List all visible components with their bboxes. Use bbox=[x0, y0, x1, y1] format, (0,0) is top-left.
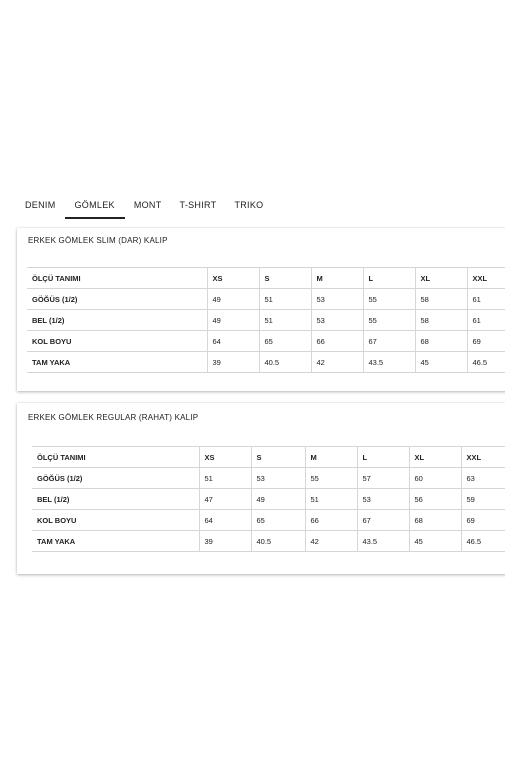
table-cell: 60 bbox=[409, 468, 461, 489]
table-cell: 67 bbox=[357, 510, 409, 531]
table-row bbox=[27, 310, 505, 331]
row-label: BEL (1/2) bbox=[27, 310, 207, 331]
column-header: XXL bbox=[467, 268, 505, 289]
table-cell: 69 bbox=[467, 331, 505, 352]
row-label: BEL (1/2) bbox=[32, 489, 199, 510]
table-cell: 53 bbox=[311, 310, 363, 331]
column-header: L bbox=[363, 268, 415, 289]
size-chart-tabs bbox=[16, 195, 272, 217]
table-cell: 53 bbox=[357, 489, 409, 510]
table-row bbox=[32, 531, 505, 552]
tab-gomlek[interactable]: GÖMLEK bbox=[65, 195, 125, 219]
tab-triko[interactable]: TRIKO bbox=[234, 200, 264, 210]
table-cell: 49 bbox=[251, 489, 305, 510]
table-cell: 51 bbox=[199, 468, 251, 489]
table-cell: 40.5 bbox=[259, 352, 311, 373]
row-label: GÖĞÜS (1/2) bbox=[27, 289, 207, 310]
row-label: TAM YAKA bbox=[27, 352, 207, 373]
table-cell: 51 bbox=[259, 289, 311, 310]
column-header: L bbox=[357, 447, 409, 468]
row-label: TAM YAKA bbox=[32, 531, 199, 552]
table-cell: 45 bbox=[415, 352, 467, 373]
table-cell: 55 bbox=[363, 310, 415, 331]
column-header: M bbox=[311, 268, 363, 289]
table-cell: 61 bbox=[467, 289, 505, 310]
table-cell: 43.5 bbox=[363, 352, 415, 373]
table-cell: 68 bbox=[409, 510, 461, 531]
table-cell: 47 bbox=[199, 489, 251, 510]
table-cell: 39 bbox=[207, 352, 259, 373]
table-cell: 57 bbox=[357, 468, 409, 489]
table-cell: 43.5 bbox=[357, 531, 409, 552]
column-header: XXL bbox=[461, 447, 505, 468]
table-cell: 49 bbox=[207, 310, 259, 331]
table-cell: 67 bbox=[363, 331, 415, 352]
table-cell: 66 bbox=[305, 510, 357, 531]
table-cell: 65 bbox=[259, 331, 311, 352]
table-cell: 58 bbox=[415, 310, 467, 331]
row-label: KOL BOYU bbox=[32, 510, 199, 531]
table-row bbox=[32, 489, 505, 510]
table-cell: 69 bbox=[461, 510, 505, 531]
column-header: XS bbox=[199, 447, 251, 468]
table-cell: 63 bbox=[461, 468, 505, 489]
table-cell: 64 bbox=[199, 510, 251, 531]
slim-fit-title: ERKEK GÖMLEK SLIM (DAR) KALIP bbox=[28, 236, 168, 245]
table-row bbox=[27, 331, 505, 352]
table-cell: 45 bbox=[409, 531, 461, 552]
slim-fit-size-card bbox=[17, 228, 505, 391]
table-cell: 56 bbox=[409, 489, 461, 510]
row-label: KOL BOYU bbox=[27, 331, 207, 352]
column-header: ÖLÇÜ TANIMI bbox=[27, 268, 207, 289]
table-cell: 53 bbox=[311, 289, 363, 310]
table-row bbox=[32, 510, 505, 531]
table-row bbox=[27, 352, 505, 373]
row-label: GÖĞÜS (1/2) bbox=[32, 468, 199, 489]
table-cell: 42 bbox=[311, 352, 363, 373]
table-cell: 39 bbox=[199, 531, 251, 552]
table-cell: 61 bbox=[467, 310, 505, 331]
table-cell: 46.5 bbox=[461, 531, 505, 552]
table-header-row bbox=[32, 447, 505, 468]
table-cell: 68 bbox=[415, 331, 467, 352]
table-cell: 51 bbox=[305, 489, 357, 510]
table-cell: 65 bbox=[251, 510, 305, 531]
column-header: ÖLÇÜ TANIMI bbox=[32, 447, 199, 468]
tab-tshirt[interactable]: T-SHIRT bbox=[179, 200, 217, 210]
table-cell: 40.5 bbox=[251, 531, 305, 552]
table-cell: 51 bbox=[259, 310, 311, 331]
table-cell: 58 bbox=[415, 289, 467, 310]
column-header: XL bbox=[409, 447, 461, 468]
table-cell: 55 bbox=[305, 468, 357, 489]
tab-denim[interactable]: DENIM bbox=[25, 200, 56, 210]
table-cell: 64 bbox=[207, 331, 259, 352]
column-header: M bbox=[305, 447, 357, 468]
regular-fit-size-card bbox=[17, 403, 505, 574]
column-header: XL bbox=[415, 268, 467, 289]
table-cell: 59 bbox=[461, 489, 505, 510]
table-cell: 66 bbox=[311, 331, 363, 352]
table-header-row bbox=[27, 268, 505, 289]
table-cell: 46.5 bbox=[467, 352, 505, 373]
column-header: S bbox=[259, 268, 311, 289]
column-header: S bbox=[251, 447, 305, 468]
table-row bbox=[32, 468, 505, 489]
slim-fit-size-table bbox=[27, 267, 505, 373]
tab-mont[interactable]: MONT bbox=[133, 200, 162, 210]
table-cell: 42 bbox=[305, 531, 357, 552]
table-cell: 55 bbox=[363, 289, 415, 310]
column-header: XS bbox=[207, 268, 259, 289]
regular-fit-size-table bbox=[32, 446, 505, 552]
table-row bbox=[27, 289, 505, 310]
table-cell: 49 bbox=[207, 289, 259, 310]
table-cell: 53 bbox=[251, 468, 305, 489]
regular-fit-title: ERKEK GÖMLEK REGULAR (RAHAT) KALIP bbox=[28, 413, 199, 422]
